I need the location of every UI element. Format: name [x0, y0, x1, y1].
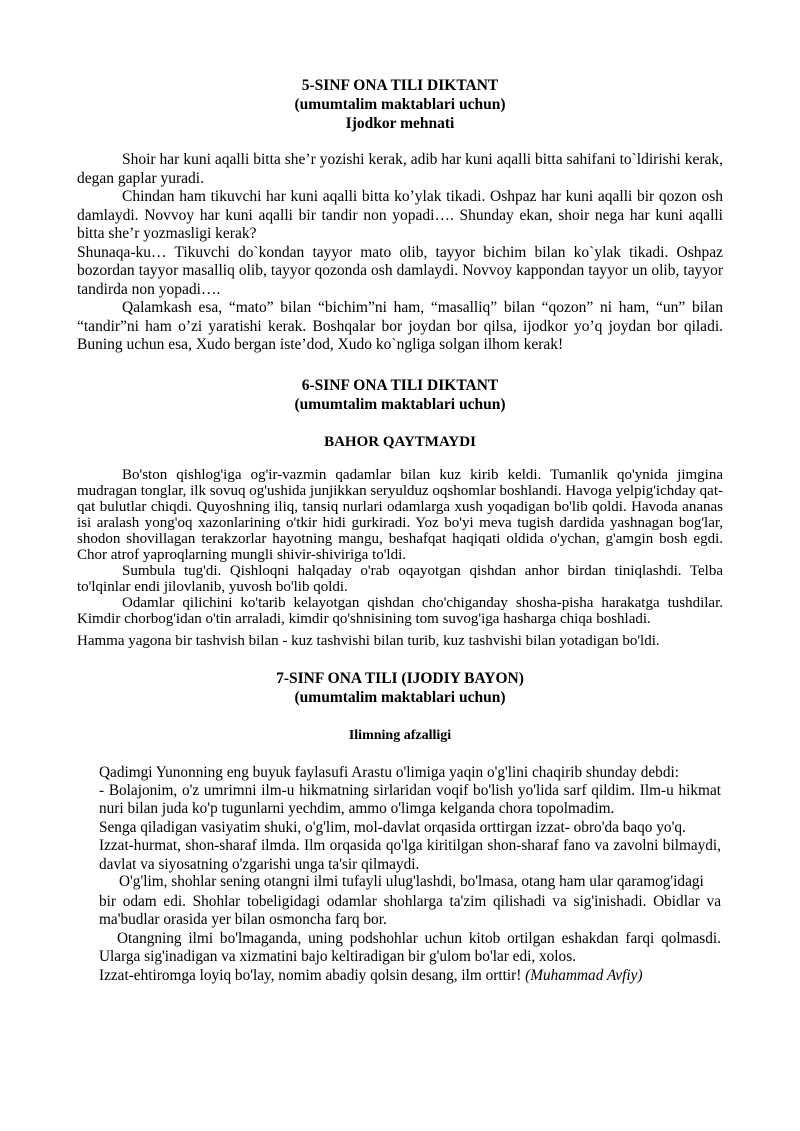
section-6-paragraph: Sumbula tug'di. Qishloqni halqaday o'rab oqayotgan qishdan anhor birdan tiniqlashdi. Telba to'lqinlar endi jilovlanib, yuvosh bo'lib qoldi.	[77, 562, 723, 595]
section-5-paragraph: Qalamkash esa, “mato” bilan “bichim”ni ham, “masalliq” bilan “qozon” ni ham, “un” bilan “tandir”ni ham o’zi yaratishi kerak. Boshqalar bor joydan bor qilsa, ijodkor yo’q joydan bor qiladi. Buning uchun esa, Xudo bergan iste’dod, Xudo ko`ngliga solgan ilhom kerak!	[77, 299, 723, 353]
section-6-paragraph: Odamlar qilichini ko'tarib kelayotgan qishdan cho'chiganday shosha-pisha harakatga tushdilar. Kimdir chorbog'idan o'tin arraladi, kimdir qo'shnisining tom suvog'iga hasharga chiqa boshladi.	[77, 594, 723, 627]
section-7-subtitle: (umumtalim maktablari uchun)	[294, 688, 506, 706]
section-5	[77, 76, 723, 355]
section-7-line: - Bolajonim, o'z umrimni ilm-u hikmatning sirlaridan voqif bo'lish yo'lida sarf qildim. Ilm-u hikmat nuri bilan juda ko'p tugunlarni yechdim, ammo o'limga kelganda chora topolmadim.	[99, 781, 721, 818]
section-7-line: Senga qiladigan vasiyatim shuki, o'g'lim, mol-davlat orqasida orttirgan izzat- obro'da baqo yo'q.	[99, 818, 686, 836]
section-7-line: Izzat-ehtiromga loyiq bo'lay, nomim abadiy qolsin desang, ilm orttir!	[99, 966, 522, 984]
section-6-title: 6-SINF ONA TILI DIKTANT	[301, 376, 499, 394]
document-page	[77, 76, 723, 985]
section-5-heading: Ijodkor mehnati	[345, 115, 455, 132]
section-5-paragraph: Shunaqa-ku… Tikuvchi do`kondan tayyor mato olib, tayyor bichim bilan ko`ylak tikadi. Oshpaz bozordan tayyor masalliq olib, tayyor qozonda osh damlaydi. Novvoy kappondan tayyor un olib, tayyor tandirda non yopadi….	[77, 243, 723, 298]
section-7-line: O'g'lim, shohlar sening otangni ilmi tufayli ulug'lashdi, bo'lmasa, otang ham ular qaramog'idagi	[119, 872, 704, 890]
section-6-subtitle: (umumtalim maktablari uchun)	[294, 395, 506, 413]
section-6-heading: BAHOR QAYTMAYDI	[324, 433, 476, 450]
section-7	[77, 669, 723, 985]
section-7-line: Izzat-hurmat, shon-sharaf ilmda. Ilm orqasida qo'lga kiritilgan shon-sharaf fano va zavolni bilmaydi, davlat va siyosatning o'zgarishi unga ta'sir qilmaydi.	[99, 837, 721, 873]
section-5-subtitle: (umumtalim maktablari uchun)	[294, 96, 506, 113]
section-6	[77, 376, 723, 649]
section-7-title: 7-SINF ONA TILI (IJODIY BAYON)	[276, 669, 524, 687]
section-5-paragraph: Shoir har kuni aqalli bitta she’r yozishi kerak, adib har kuni aqalli bitta sahifani to`ldirishi kerak, degan gaplar yuradi.	[77, 151, 723, 187]
section-5-title: 5-SINF ONA TILI DIKTANT	[301, 77, 499, 94]
section-5-paragraph: Chindan ham tikuvchi har kuni aqalli bitta ko’ylak tikadi. Oshpaz har kuni aqalli bir qozon osh damlaydi. Novvoy har kuni aqalli bir tandir non yopadi…. Shunday ekan, shoir nega har kuni aqalli bitta she’r yozmasligi kerak?	[77, 188, 723, 242]
section-7-author: (Muhammad Avfiy)	[525, 966, 643, 984]
section-7-line: Otangning ilmi bo'lmaganda, uning podshohlar uchun kitob ortilgan eshakdan farqi qolmasdi. Ularga sig'inadigan va xizmatini bajo keltiradigan bir g'ulom bo'lar edi, xolos.	[99, 929, 721, 966]
section-7-last-line	[99, 967, 721, 985]
section-7-line: bir odam edi. Shohlar tobeligidagi odamlar shohlarga ta'zim qilishadi va sig'inishadi. Obidlar va ma'budlar orasida yer bilan osmoncha farq bor.	[99, 892, 721, 929]
section-7-line: Qadimgi Yunonning eng buyuk faylasufi Arastu o'limiga yaqin o'g'lini chaqirib shunday debdi:	[99, 763, 679, 781]
section-7-heading: Ilimning afzalligi	[348, 727, 452, 743]
section-7-body	[99, 764, 721, 985]
section-6-paragraph: Hamma yagona bir tashvish bilan - kuz tashvishi bilan turib, kuz tashvishi bilan yotadigan bo'ldi.	[77, 632, 660, 649]
section-6-paragraph: Bo'ston qishlog'iga og'ir-vazmin qadamlar bilan kuz kirib keldi. Tumanlik qo'ynida jimgina mudragan tonglar, ilk sovuq og'ushida junjikkan seryulduz oqshomlar boshlandi. Havoga yelpig'ichday qat-qat bulutlar chiqdi. Quyoshning iliq, tansiq nurlari odamlarga xush yoqadigan bo'lib qoldi. Havoda ananas isi aralash yong'oq xazonlarining o'tkir hidi gurkiradi. Yoz bo'yi meva tugish dardida yashnagan bog'lar, shodon shovillagan terakzorlar hayotning mangu, beshafqat haqiqati oldida o'ychan, g'amgin bosh egdi. Chor atrof yaproqlarning mungli shivir-shiviriga to'ldi.	[77, 466, 723, 563]
